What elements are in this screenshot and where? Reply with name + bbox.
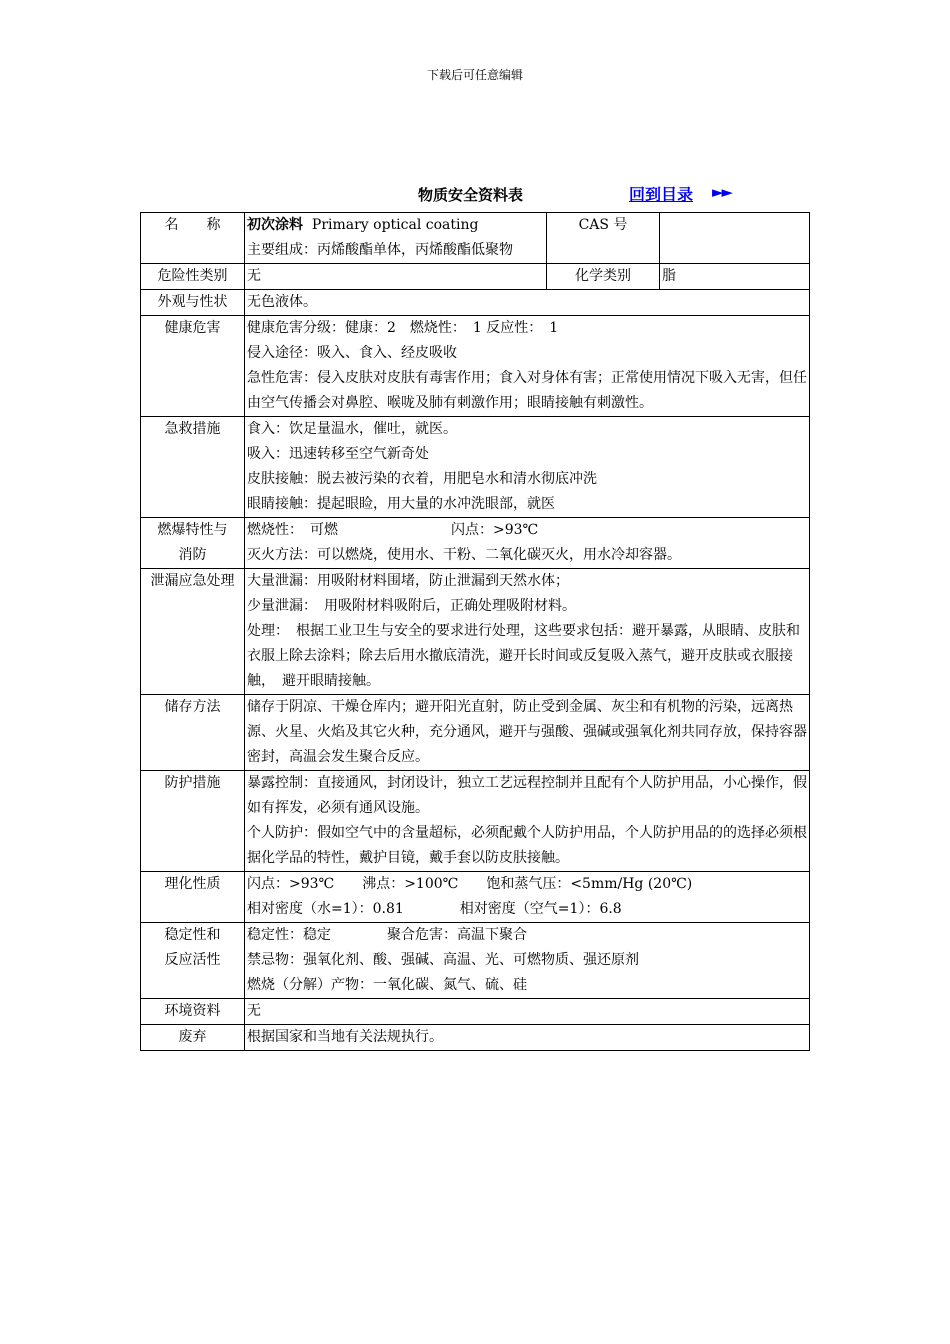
- spill-line: 少量泄漏： 用吸附材料吸附后，正确处理吸附材料。: [247, 598, 576, 614]
- value-health: [245, 316, 810, 417]
- protection-line: 暴露控制：直接通风，封闭设计，独立工艺远程控制并且配有个人防护用品，小心操作，假如有挥发，必须有通风设施。: [247, 775, 807, 816]
- health-line: 急性危害：侵入皮肤对皮肤有毒害作用；食入对身体有害；正常使用情况下吸入无害，但任由空气传播会对鼻腔、喉咙及肺有刺激作用；眼睛接触有刺激性。: [247, 370, 807, 411]
- row-fire: [141, 518, 810, 569]
- row-storage: [141, 695, 810, 771]
- value-protection: [245, 771, 810, 872]
- value-environment: 无: [245, 999, 810, 1025]
- forward-arrow-icon[interactable]: ►►: [712, 183, 732, 201]
- label-physchem: 理化性质: [141, 872, 245, 923]
- row-name: [141, 213, 810, 264]
- row-stability: [141, 923, 810, 999]
- first-aid-line: 食入：饮足量温水，催吐，就医。: [247, 421, 457, 437]
- storage-text: 储存于阴凉、干燥仓库内；避开阳光直射，防止受到金属、灰尘和有机物的污染，远离热源、火星、火焰及其它火种，充分通风，避开与强酸、强碱或强氧化剂共同存放，保持容器密封，高温会发生聚合反应。: [247, 699, 807, 765]
- value-storage: [245, 695, 810, 771]
- physchem-line-1: 闪点：>93℃ 沸点：>100℃ 饱和蒸气压：<5mm/Hg (20℃): [247, 876, 693, 892]
- row-health: [141, 316, 810, 417]
- label-hazard-class: 危险性类别: [141, 264, 245, 290]
- stability-line: 禁忌物：强氧化剂、酸、强碱、高温、光、可燃物质、强还原剂: [247, 952, 639, 968]
- row-physchem: [141, 872, 810, 923]
- msds-table: [140, 212, 810, 1051]
- value-disposal: 根据国家和当地有关法规执行。: [245, 1025, 810, 1051]
- label-fire: [141, 518, 245, 569]
- value-name: [245, 213, 547, 264]
- label-environment: 环境资料: [141, 999, 245, 1025]
- label-stability-1: 稳定性和: [164, 927, 221, 943]
- physchem-line-2: 相对密度（水=1）：0.81 相对密度（空气=1）：6.8: [247, 901, 622, 917]
- flash-point: 闪点：>93℃: [451, 522, 539, 538]
- label-chem-class: 化学类别: [547, 264, 660, 290]
- row-hazard-class: [141, 264, 810, 290]
- name-cn: 初次涂料: [247, 217, 303, 233]
- stability-line: 稳定性：稳定 聚合危害：高温下聚合: [247, 927, 527, 943]
- value-first-aid: [245, 417, 810, 518]
- label-cas: CAS 号: [547, 213, 660, 264]
- composition: 主要组成：丙烯酸酯单体，丙烯酸酯低聚物: [247, 242, 513, 258]
- label-health: 健康危害: [141, 316, 245, 417]
- label-stability: [141, 923, 245, 999]
- health-line: 侵入途径：吸入、食入、经皮吸收: [247, 345, 457, 361]
- protection-line: 个人防护：假如空气中的含量超标，必须配戴个人防护用品，个人防护用品的的选择必须根据化学品的特性，戴护目镜，戴手套以防皮肤接触。: [247, 825, 807, 866]
- extinguish-method: 灭火方法：可以燃烧，使用水、干粉、二氧化碳灭火，用水冷却容器。: [247, 547, 681, 563]
- label-spill: 泄漏应急处理: [141, 569, 245, 695]
- value-hazard-class: 无: [245, 264, 547, 290]
- label-disposal: 废弃: [141, 1025, 245, 1051]
- row-first-aid: [141, 417, 810, 518]
- value-spill: [245, 569, 810, 695]
- value-cas: [660, 213, 810, 264]
- spill-line: 处理： 根据工业卫生与安全的要求进行处理，这些要求包括：避开暴露，从眼睛、皮肤和衣服上除去涂料；除去后用水撤底清洗，避开长时间或反复吸入蒸气，避开皮肤或衣服接触， 避开眼睛接触。: [247, 623, 800, 689]
- label-stability-2: 反应活性: [164, 952, 221, 968]
- label-appearance: 外观与性状: [141, 290, 245, 316]
- label-first-aid: 急救措施: [141, 417, 245, 518]
- page-title: 物质安全资料表: [418, 186, 524, 204]
- row-environment: [141, 999, 810, 1025]
- stability-line: 燃烧（分解）产物：一氧化碳、氮气、硫、硅: [247, 977, 527, 993]
- label-fire-2: 消防: [178, 547, 207, 563]
- health-line: 健康危害分级：健康：2 燃烧性： 1 反应性： 1: [247, 320, 559, 336]
- value-stability: [245, 923, 810, 999]
- header-note: 下载后可任意编辑: [426, 68, 523, 82]
- back-to-contents-link[interactable]: 回到目录: [629, 185, 694, 204]
- value-physchem: [245, 872, 810, 923]
- row-disposal: [141, 1025, 810, 1051]
- row-appearance: [141, 290, 810, 316]
- label-fire-1: 燃爆特性与: [157, 522, 228, 538]
- row-spill: [141, 569, 810, 695]
- value-appearance: 无色液体。: [245, 290, 810, 316]
- first-aid-line: 皮肤接触：脱去被污染的衣着，用肥皂水和清水彻底冲洗: [247, 471, 597, 487]
- first-aid-line: 眼睛接触：提起眼睑，用大量的水冲洗眼部，就医: [247, 496, 555, 512]
- flammability: 燃烧性： 可燃: [247, 522, 338, 538]
- label-storage: 储存方法: [141, 695, 245, 771]
- value-chem-class: 脂: [660, 264, 810, 290]
- name-en: Primary optical coating: [311, 217, 479, 233]
- row-protection: [141, 771, 810, 872]
- label-protection: 防护措施: [141, 771, 245, 872]
- spill-line: 大量泄漏：用吸附材料围堵，防止泄漏到天然水体；: [247, 573, 569, 589]
- label-name: 名 称: [141, 213, 245, 264]
- value-fire: [245, 518, 810, 569]
- first-aid-line: 吸入：迅速转移至空气新奇处: [247, 446, 429, 462]
